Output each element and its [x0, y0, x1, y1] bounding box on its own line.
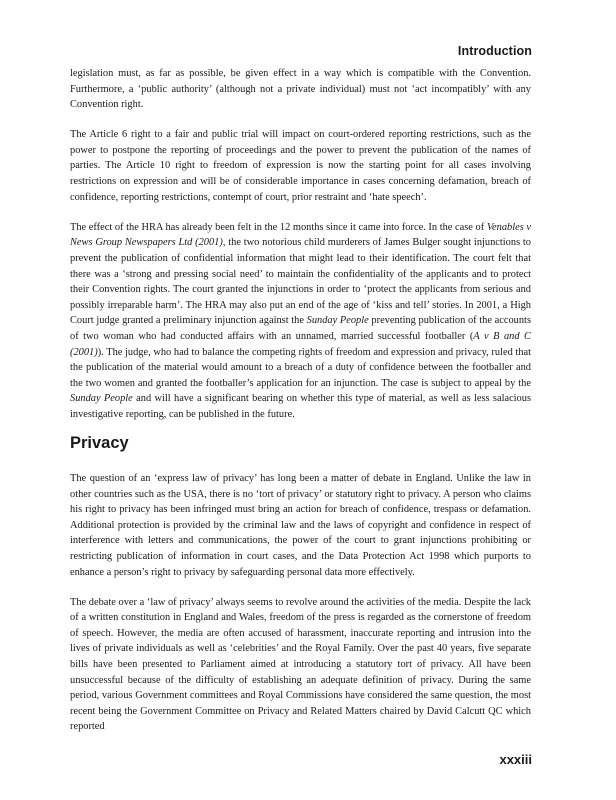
text-run: preventing publication of the accounts of two woman who had conducted affairs with an unnamed, married successful footballer ( [70, 315, 531, 342]
body-text-before-heading [70, 66, 531, 422]
body-text-privacy-section [70, 471, 531, 735]
running-header-title: Introduction [457, 44, 532, 58]
paragraph [70, 471, 531, 580]
text-run: The question of an ‘express law of privacy’ has long been a matter of debate in England. Unlike the law in other countries such as the USA, there is no ‘tort of privacy’ or statutory right to privacy. A person who claims his right to privacy has been infringed must bring an action for breach of confidence, trespass or defamation. Additional protection is provided by the criminal law and the laws of copyright and confidence in respect of interference with letters and communications, the power of the court to grant injunctions prohibiting or restricting publication of information in court cases, and the Data Protection Act 1998 which purports to enhance a person’s right to privacy by safeguarding personal data more effectively. [70, 473, 531, 578]
text-run: ). The judge, who had to balance the competing rights of freedom and expression and privacy, ruled that the publication of the material would amount to a breach of a duty of confidence between the footballer and the two women and granted the footballer’s application for an injunction. The case is subject to appeal by the [70, 346, 531, 389]
text-run: The effect of the HRA has already been felt in the 12 months since it came into force. In the case of [70, 221, 487, 233]
italic-citation: Sunday People [70, 393, 133, 405]
italic-citation: Sunday People [306, 315, 369, 327]
text-run: The debate over a ‘law of privacy’ always seems to revolve around the activities of the media. Despite the lack of a written constitution in England and Wales, freedom of the press is regarded as the cornerstone of freedom of speech. However, the media are often accused of harassment, inaccurate reporting and intrusion into the lives of private individuals as well as ‘celebrities’ and the Royal Family. Over the past 40 years, five separate bills have been presented to Parliament aimed at introducing a statutory tort of privacy. All have been unsuccessful because of the difficulty of establishing an adequate definition of privacy. During the same period, various Government committees and Royal Commissions have considered the same question, the most recent being the Government Committee on Privacy and Related Matters chaired by David Calcutt QC which reported [70, 596, 531, 733]
text-run: and will have a significant bearing on whether this type of material, as well as less salacious investigative reporting, can be published in the future. [70, 393, 531, 420]
paragraph [70, 595, 531, 735]
italic-citation: A v B and C (2001) [70, 330, 531, 358]
text-run: , the two notorious child murderers of James Bulger sought injunctions to prevent the publication of confidential information that might lead to their identification. The court felt that there was a ‘strong and pressing social need’ to maintain the confidentiality of the applicants and to protect their Convention rights. The court granted the injunctions in order to ‘protect the applicants from serious and possibly irreparable harm’. The HRA may also put an end of the age of ‘kiss and tell’ stories. In 2001, a High Court judge granted a preliminary injunction against the [70, 237, 531, 327]
paragraph [70, 66, 531, 113]
paragraph [70, 127, 531, 205]
text-run: legislation must, as far as possible, be given effect in a way which is compatible with the Convention. Furthermore, a ‘public authority’ (although not a private individual) must not ‘act incompatibly’ with any Convention right. [70, 68, 531, 111]
italic-citation: Venables v News Group Newspapers Ltd (2001) [70, 221, 531, 249]
page-number: xxxiii [499, 752, 532, 767]
text-run: The Article 6 right to a fair and public trial will impact on court-ordered reporting restrictions, such as the power to postpone the reporting of proceedings and the power to prevent the publication of the names of parties. The Article 10 right to freedom of expression is now the starting point for all cases involving restrictions on expression and will be of considerable importance in cases concerning defamation, breach of confidence, reporting restrictions, contempt of court, prior restraint and ‘hate speech’. [70, 129, 531, 203]
paragraph [70, 220, 531, 423]
section-heading-privacy: Privacy [70, 434, 129, 452]
